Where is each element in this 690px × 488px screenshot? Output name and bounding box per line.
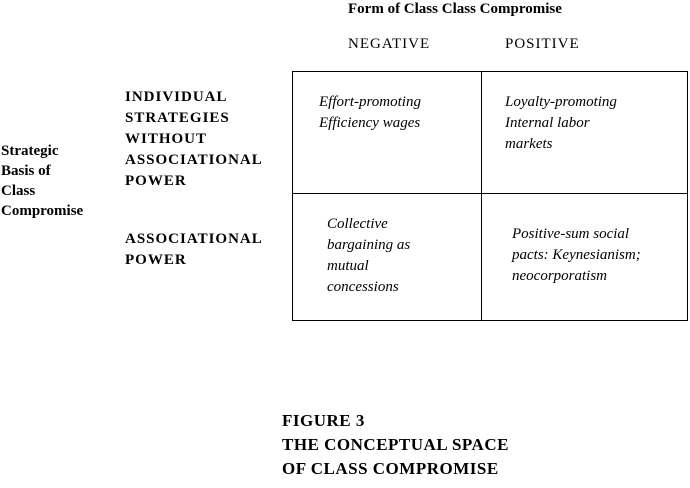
cell-associational-negative [327, 214, 410, 298]
row-header-associational-power [125, 229, 290, 271]
cell-text-line: concessions [327, 279, 399, 295]
cell-text-line: markets [505, 136, 553, 152]
figure-caption-line: THE CONCEPTUAL SPACE [282, 435, 509, 454]
cell-text-line: Loyalty-promoting [505, 94, 617, 110]
figure-caption-line: OF CLASS COMPROMISE [282, 459, 499, 478]
row-header-line: STRATEGIES [125, 110, 230, 126]
cell-individual-negative [319, 92, 421, 134]
grid-horizontal-divider [292, 193, 688, 194]
figure-header-title: Form of Class Class Compromise [348, 1, 562, 17]
figure-caption-line: FIGURE 3 [282, 411, 365, 430]
cell-text-line: Positive-sum social [512, 226, 630, 242]
cell-text-line: Collective [327, 216, 388, 232]
cell-text-line: bargaining as [327, 237, 411, 253]
cell-text-line: Internal labor [505, 115, 590, 131]
side-axis-label-line: Strategic [1, 143, 59, 159]
side-axis-label-line: Compromise [1, 203, 84, 219]
side-axis-label-line: Class [1, 183, 36, 199]
row-header-individual-strategies [125, 87, 290, 192]
row-header-line: POWER [125, 173, 187, 189]
row-header-line: WITHOUT [125, 131, 208, 147]
figure-caption [282, 409, 509, 481]
cell-associational-positive [512, 224, 641, 287]
cell-text-line: Efficiency wages [319, 115, 421, 131]
cell-text-line: neocorporatism [512, 268, 607, 284]
row-header-line: ASSOCIATIONAL [125, 231, 263, 247]
cell-individual-positive [505, 92, 617, 155]
row-header-line: ASSOCIATIONAL [125, 152, 263, 168]
cell-text-line: mutual [327, 258, 369, 274]
column-header-negative: NEGATIVE [348, 36, 431, 52]
side-axis-label [1, 141, 111, 221]
column-header-positive: POSITIVE [505, 36, 580, 52]
row-header-line: POWER [125, 252, 187, 268]
side-axis-label-line: Basis of [1, 163, 51, 179]
cell-text-line: Effort-promoting [319, 94, 421, 110]
cell-text-line: pacts: Keynesianism; [512, 247, 641, 263]
grid-vertical-divider [481, 71, 482, 321]
row-header-line: INDIVIDUAL [125, 89, 228, 105]
